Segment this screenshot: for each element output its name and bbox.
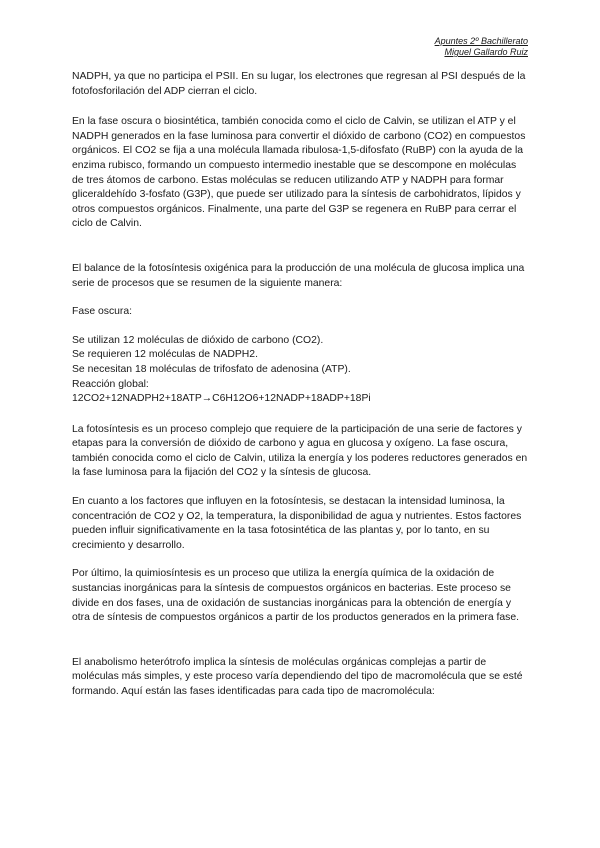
list-item: Se requieren 12 moléculas de NADPH2. [72, 349, 258, 361]
paragraph-nadph: NADPH, ya que no participa el PSII. En su lugar, los electrones que regresan al PSI después de la fotofosforilación del ADP cierran el ciclo. [72, 71, 526, 97]
global-reaction-equation: 12CO2+12NADPH2+18ATP→C6H12O6+12NADP+18ADP+18Pi [72, 393, 371, 405]
list-item: Se necesitan 18 moléculas de trifosfato de adenosina (ATP). [72, 363, 351, 375]
list-item: Reacción global: [72, 378, 149, 390]
header-author: Miguel Gallardo Ruiz [444, 47, 528, 57]
paragraph-chemosynthesis: Por último, la quimiosíntesis es un proceso que utiliza la energía química de la oxidación de sustancias inorgánicas para la síntesis de compuestos orgánicos en bacterias. Este proceso se divide en dos fases, una de oxidación de sustancias inorgánicas para la obtención de energía y otra de síntesis de compuestos orgánicos a partir de los productos generados en la primera fase. [72, 568, 520, 624]
paragraph-factors: En cuanto a los factores que influyen en la fotosíntesis, se destacan la intensidad luminosa, la concentración de CO2 y O2, la temperatura, la disponibilidad de agua y nutrientes. Estos factores pueden influir significativamente en la tasa fotosintética de las plantas y, por lo tanto, en su crecimiento y desarrollo. [72, 496, 522, 551]
header-course: Apuntes 2º Bachillerato [434, 36, 528, 46]
paragraph-dark-phase-heading: Fase oscura: [72, 306, 133, 318]
paragraph-heterotrophic-anabolism: El anabolismo heterótrofo implica la síntesis de moléculas orgánicas complejas a partir de moléculas más simples, y este proceso varía dependiendo del tipo de macromolécula que se esté formando. Aquí están las fases identificadas para cada tipo de macromolécula: [72, 656, 523, 697]
page-header [435, 36, 528, 58]
document-body [72, 70, 530, 700]
list-item: Se utilizan 12 moléculas de dióxido de carbono (CO2). [72, 334, 324, 346]
paragraph-calvin-cycle: En la fase oscura o biosintética, también conocida como el ciclo de Calvin, se utilizan el ATP y el NADPH generados en la fase luminosa para convertir el dióxido de carbono (CO2) en compuestos orgánicos. El CO2 se fija a una molécula llamada ribulosa-1,5-difosfato (RuBP) con la ayuda de la enzima rubisco, formando un compuesto intermedio inestable que se descompone en moléculas de tres átomos de carbono. Estas moléculas se reducen utilizando ATP y NADPH para formar gliceraldehído 3-fosfato (G3P), que puede ser utilizado para la síntesis de carbohidratos, lípidos y otros compuestos orgánicos. Finalmente, una parte del G3P se regenera en RuBP para cerrar el ciclo de Calvin. [72, 116, 526, 230]
paragraph-photosynthesis-summary: La fotosíntesis es un proceso complejo que requiere de la participación de una serie de factores y etapas para la conversión de dióxido de carbono y agua en glucosa y oxígeno. La fase oscura, también conocida como el ciclo de Calvin, utiliza la energía y los poderes reductores generados en la fase luminosa para la fijación del CO2 y la síntesis de glucosa. [72, 423, 528, 479]
paragraph-balance: El balance de la fotosíntesis oxigénica para la producción de una molécula de glucosa implica una serie de procesos que se resumen de la siguiente manera: [72, 262, 525, 289]
